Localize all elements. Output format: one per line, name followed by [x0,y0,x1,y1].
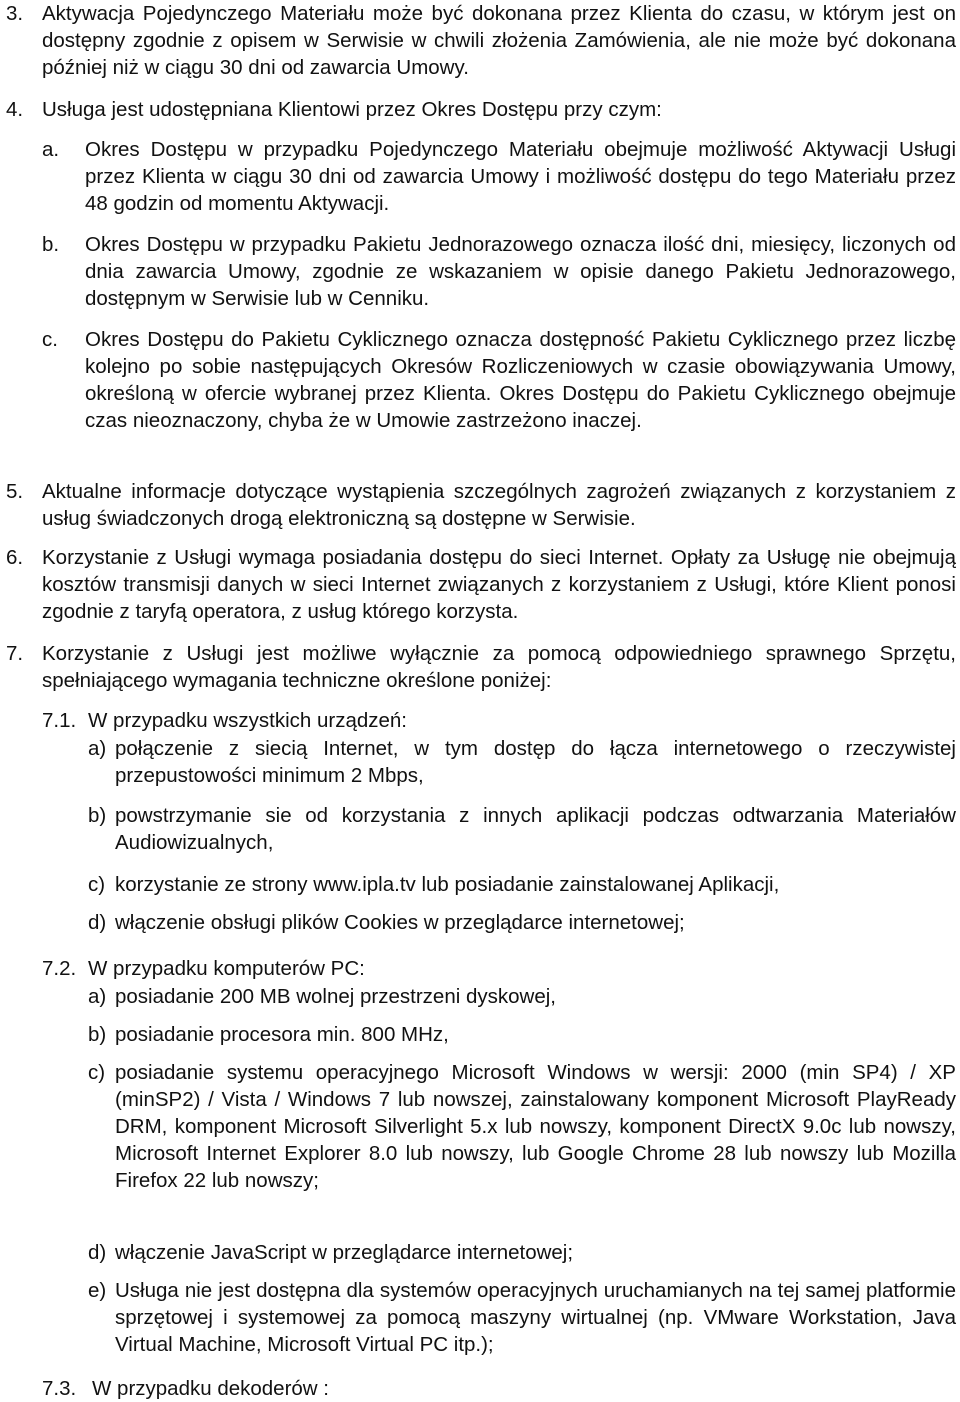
list-item-7-1-a [88,735,956,789]
list-item-4c [42,326,956,434]
list-item-7-2-d [88,1239,956,1266]
subsection-number: 7.1. [42,709,77,732]
list-item-text: posiadanie 200 MB wolnej przestrzeni dyskowej, [115,985,556,1008]
paragraph-text: Usługa jest udostępniana Klientowi przez Okres Dostępu przy czym: [42,98,662,121]
paragraph-5 [6,478,956,532]
list-item-7-2-e [88,1277,956,1358]
list-item-marker: c. [42,328,58,351]
paragraph-text: Korzystanie z Usługi jest możliwe wyłącznie za pomocą odpowiedniego sprawnego Sprzętu, spełniającego wymagania techniczne określone poniżej: [42,642,956,692]
list-item-marker: a) [88,737,107,760]
subsection-number: 7.3. [42,1377,77,1400]
list-item-marker: c) [88,1061,106,1084]
list-item-text: włączenie JavaScript w przeglądarce internetowej; [115,1241,574,1264]
list-item-text: posiadanie systemu operacyjnego Microsoft Windows w wersji: 2000 (min SP4) / XP (minSP2) / Vista / Windows 7 lub nowszej, zainstalowany komponent Microsoft PlayReady DRM, komponent Microsoft Silverlight 5.x lub nowszy, komponent DirectX 9.0c lub nowszy, Microsoft Internet Explorer 8.0 lub nowszy, lub Google Chrome 28 lub nowszy lub Mozilla Firefox 22 lub nowszy; [115,1061,956,1192]
paragraph-number: 4. [6,98,24,121]
list-item-marker: a) [88,985,107,1008]
list-item-text: powstrzymanie sie od korzystania z innych aplikacji podczas odtwarzania Materiałów Audiowizualnych, [115,804,956,854]
list-item-marker: b) [88,1023,107,1046]
paragraph-7 [6,640,956,694]
paragraph-text: Korzystanie z Usługi wymaga posiadania dostępu do sieci Internet. Opłaty za Usługę nie obejmują kosztów transmisji danych w sieci Internet związanych z korzystaniem z Usługi, które Klient ponosi zgodnie z taryfą operatora, z usług którego korzysta. [42,546,956,623]
subsection-title: W przypadku dekoderów : [92,1377,330,1400]
subsection-7-2 [42,955,956,982]
list-item-7-2-b [88,1021,956,1048]
subsection-title: W przypadku wszystkich urządzeń: [88,709,408,732]
paragraph-text: Aktualne informacje dotyczące wystąpienia szczególnych zagrożeń związanych z korzystaniem z usług świadczonych drogą elektroniczną są dostępne w Serwisie. [42,480,956,530]
subsection-number: 7.2. [42,957,77,980]
paragraph-number: 6. [6,546,24,569]
list-item-7-2-a [88,983,956,1010]
paragraph-4 [6,96,956,123]
list-item-marker: c) [88,873,106,896]
list-item-marker: b) [88,804,107,827]
subsection-7-3 [42,1375,956,1402]
list-item-marker: d) [88,1241,107,1264]
paragraph-6 [6,544,956,625]
list-item-marker: a. [42,138,60,161]
list-item-text: Okres Dostępu w przypadku Pojedynczego Materiału obejmuje możliwość Aktywacji Usługi przez Klienta w ciągu 30 dni od zawarcia Umowy i możliwość dostępu do tego Materiału przez 48 godzin od momentu Aktywacji. [85,138,956,215]
subsection-title: W przypadku komputerów PC: [88,957,365,980]
paragraph-3 [6,0,956,81]
list-item-7-1-b [88,802,956,856]
list-item-text: korzystanie ze strony www.ipla.tv lub posiadanie zainstalowanej Aplikacji, [115,873,780,896]
list-item-4a [42,136,956,217]
list-item-7-1-c [88,871,956,898]
list-item-text: włączenie obsługi plików Cookies w przeglądarce internetowej; [115,911,685,934]
list-item-text: posiadanie procesora min. 800 MHz, [115,1023,449,1046]
paragraph-text: Aktywacja Pojedynczego Materiału może być dokonana przez Klienta do czasu, w którym jest on dostępny zgodnie z opisem w Serwisie w chwili złożenia Zamówienia, ale nie może być dokonana później niż w ciągu 30 dni od zawarcia Umowy. [42,2,956,79]
list-item-marker: b. [42,233,60,256]
paragraph-number: 5. [6,480,24,503]
list-item-marker: e) [88,1279,107,1302]
list-item-4b [42,231,956,312]
list-item-7-1-d [88,909,956,936]
list-item-text: Usługa nie jest dostępna dla systemów operacyjnych uruchamianych na tej samej platformie sprzętowej i systemowej za pomocą maszyny wirtualnej (np. VMware Workstation, Java Virtual Machine, Microsoft Virtual PC itp.); [115,1279,956,1356]
list-item-text: Okres Dostępu do Pakietu Cyklicznego oznacza dostępność Pakietu Cyklicznego przez liczbę kolejno po sobie następujących Okresów Rozliczeniowych w czasie obowiązywania Umowy, określoną w ofercie wybranej przez Klienta. Okres Dostępu do Pakietu Cyklicznego obejmuje czas nieoznaczony, chyba że w Umowie zastrzeżono inaczej. [85,328,956,432]
paragraph-number: 3. [6,2,24,25]
subsection-7-1 [42,707,956,734]
paragraph-number: 7. [6,642,24,665]
list-item-marker: d) [88,911,107,934]
list-item-text: Okres Dostępu w przypadku Pakietu Jednorazowego oznacza ilość dni, miesięcy, liczonych od dnia zawarcia Umowy, zgodnie ze wskazaniem w opisie danego Pakietu Jednorazowego, dostępnym w Serwisie lub w Cenniku. [85,233,956,310]
list-item-7-2-c [88,1059,956,1194]
list-item-text: połączenie z siecią Internet, w tym dostęp do łącza internetowego o rzeczywistej przepustowości minimum 2 Mbps, [115,737,956,787]
